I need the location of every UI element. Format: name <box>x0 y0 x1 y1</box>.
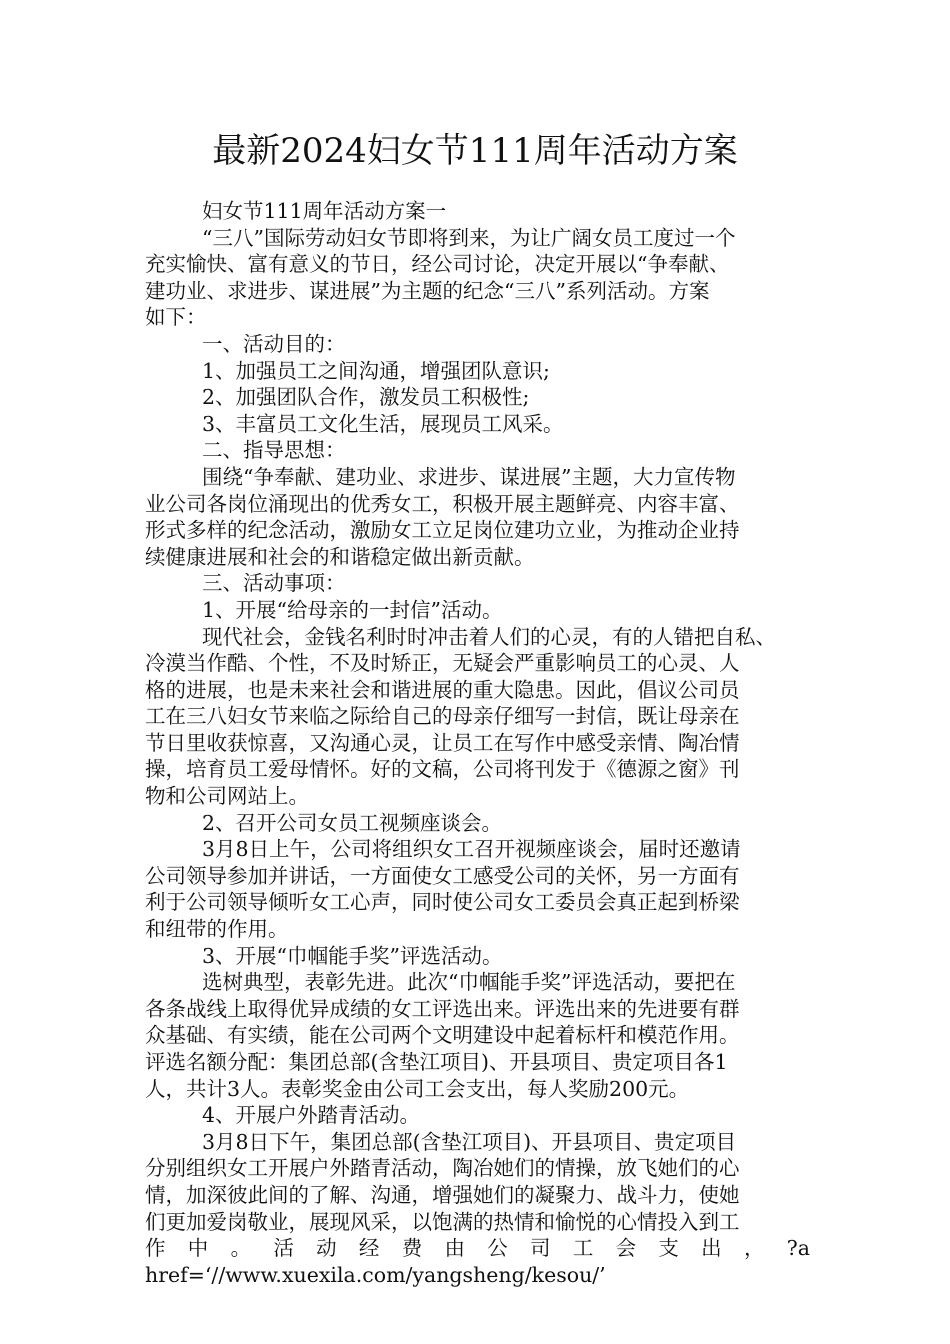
subsection-heading: 4、开展户外踏青活动。 <box>202 1103 421 1128</box>
paragraph-line: 续健康进展和社会的和谐稳定做出新贡献。 <box>145 544 535 569</box>
paragraph-line: 业公司各岗位涌现出的优秀女工，积极开展主题鲜亮、内容丰富、 <box>145 491 740 516</box>
glyph: 经 <box>358 1236 380 1261</box>
section-heading: 一、活动目的： <box>202 331 346 356</box>
paragraph-line: 们更加爱岗敬业，展现风采，以饱满的热情和愉悦的心情投入到工 <box>145 1209 740 1234</box>
paragraph-line: 评选名额分配：集团总部(含垫江项目)、开县项目、贵定项目各1 <box>145 1050 728 1074</box>
glyph: 。 <box>230 1236 252 1261</box>
paragraph-line: 冷漠当作酷、个性，不及时矫正，无疑会严重影响员工的心灵、人 <box>145 651 740 676</box>
paragraph-line: 建功业、求进步、谋进展”为主题的纪念“三八”系列活动。方案 <box>145 278 710 303</box>
paragraph-line: 操，培育员工爱母情怀。好的文稿，公司将刊发于《德源之窗》刊 <box>145 757 740 782</box>
glyph: 工 <box>572 1236 594 1261</box>
paragraph-line: 物和公司网站上。 <box>145 784 309 809</box>
paragraph-line: 各条战线上取得优异成绩的女工评选出来。评选出来的先进要有群 <box>145 996 740 1021</box>
paragraph-line: 形式多样的纪念活动，激励女工立足岗位建功立业，为推动企业持 <box>145 518 740 543</box>
section-heading: 二、指导思想： <box>202 438 346 463</box>
list-item: 1、加强员工之间沟通，增强团队意识; <box>202 358 550 383</box>
list-item: 3、丰富员工文化生活，展现员工风采。 <box>202 411 564 436</box>
paragraph-line: 和纽带的作用。 <box>145 917 289 942</box>
paragraph-line: 情，加深彼此间的了解、沟通，增强她们的凝聚力、战斗力，使她 <box>145 1182 740 1207</box>
justified-line <box>145 1235 810 1262</box>
paragraph-line: 分别组织女工开展户外踏青活动，陶冶她们的情操，放飞她们的心 <box>145 1156 740 1181</box>
section-heading: 妇女节111周年活动方案一 <box>202 199 447 223</box>
document-body <box>145 198 810 1288</box>
list-item: 2、加强团队合作，激发员工积极性; <box>202 385 530 410</box>
subsection-heading: 1、开展“给母亲的一封信”活动。 <box>202 597 503 622</box>
paragraph-line: 节日里收获惊喜，又沟通心灵，让员工在写作中感受亲情、陶冶情 <box>145 730 740 755</box>
glyph: 司 <box>530 1236 551 1261</box>
glyph: 作 <box>145 1236 166 1261</box>
glyph: 活 <box>273 1236 294 1261</box>
glyph: 中 <box>187 1236 209 1261</box>
paragraph-line: 围绕“争奉献、建功业、求进步、谋进展”主题，大力宣传物 <box>202 464 736 489</box>
paragraph-line: 工在三八妇女节来临之际给自己的母亲仔细写一封信，既让母亲在 <box>145 704 740 729</box>
glyph: 公 <box>487 1236 508 1261</box>
glyph: 费 <box>401 1236 423 1261</box>
paragraph-line: 充实愉快、富有意义的节日，经公司讨论，决定开展以“争奉献、 <box>145 252 730 277</box>
section-heading: 三、活动事项： <box>202 571 346 596</box>
paragraph-line: 3月8日下午，集团总部(含垫江项目)、开县项目、贵定项目 <box>202 1129 737 1154</box>
glyph: 会 <box>615 1236 637 1261</box>
paragraph-line: 人，共计3人。表彰奖金由公司工会支出，每人奖励200元。 <box>145 1076 690 1101</box>
paragraph-line: 选树典型，表彰先进。此次“巾帼能手奖”评选活动，要把在 <box>202 970 736 995</box>
glyph: ?a <box>786 1236 810 1261</box>
subsection-heading: 3、开展“巾帼能手奖”评选活动。 <box>202 943 503 968</box>
paragraph-line: 众基础、有实绩，能在公司两个文明建设中起着标杆和模范作用。 <box>145 1023 740 1048</box>
paragraph-line: 如下： <box>145 305 207 330</box>
link-text: href=‘//www.xuexila.com/yangsheng/kesou/’ <box>145 1262 606 1287</box>
glyph: 出 <box>701 1236 722 1261</box>
glyph: 由 <box>444 1236 465 1261</box>
subsection-heading: 2、召开公司女员工视频座谈会。 <box>202 810 503 835</box>
paragraph-line: 现代社会，金钱名利时时冲击着人们的心灵，有的人错把自私、 <box>202 624 776 649</box>
paragraph-line: 公司领导参加并讲话，一方面使女工感受公司的关怀，另一方面有 <box>145 863 740 888</box>
glyph: 支 <box>658 1236 679 1261</box>
paragraph-line: “三八”国际劳动妇女节即将到来，为让广阔女员工度过一个 <box>202 225 736 250</box>
glyph: 动 <box>316 1236 337 1261</box>
paragraph-line: 3月8日上午，公司将组织女工召开视频座谈会，届时还邀请 <box>202 837 741 862</box>
paragraph-line: 利于公司领导倾听女工心声，同时使公司女工委员会真正起到桥梁 <box>145 890 740 915</box>
paragraph-line: 格的进展，也是未来社会和谐进展的重大隐患。因此，倡议公司员 <box>145 677 740 702</box>
glyph: ， <box>743 1236 765 1261</box>
document-title: 最新2024妇女节111周年活动方案 <box>212 131 738 171</box>
